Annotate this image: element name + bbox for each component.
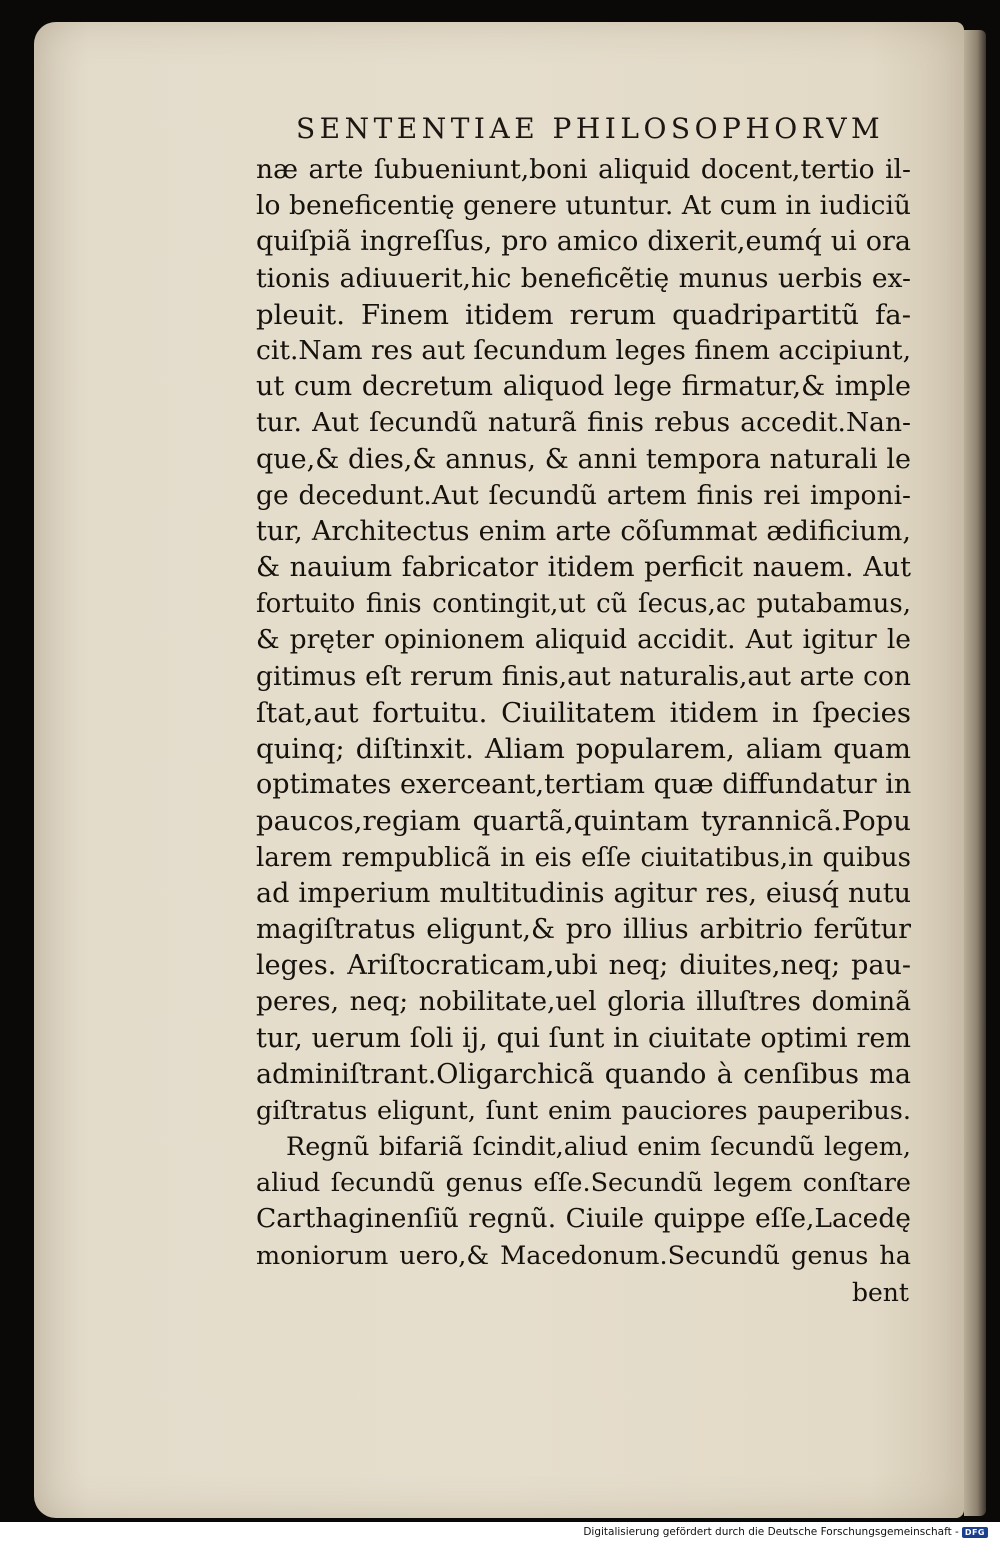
text-line: ad imperium multitudinis agitur res, eiusq́ nutu bbox=[256, 877, 911, 909]
text-line: & pręter opinionem aliquid accidit. Aut igitur le bbox=[256, 624, 911, 656]
text-line: leges. Ariſtocraticam,ubi neq; diuites,neq; pau- bbox=[256, 950, 911, 982]
text-line: & nauium fabricator itidem perficit nauem. Aut bbox=[256, 552, 911, 584]
text-line: adminiſtrant.Oligarchicã quando à cenſibus ma bbox=[256, 1058, 911, 1090]
page-edge bbox=[964, 30, 986, 1516]
text-line: larem rempublicã in eis eſſe ciuitatibus,in quibus bbox=[256, 842, 911, 873]
text-line: giſtratus eligunt, ſunt enim pauciores pauperibus. bbox=[256, 1095, 911, 1126]
text-line: moniorum uero,& Macedonum.Secundũ genus ha bbox=[256, 1240, 911, 1271]
credit-text: Digitalisierung gefördert durch die Deutsche Forschungsgemeinschaft - bbox=[583, 1526, 959, 1538]
text-line: cit.Nam res aut ſecundum leges finem accipiunt, bbox=[256, 334, 911, 366]
text-line: peres, neq; nobilitate,uel gloria illuſtres dominã bbox=[256, 986, 911, 1018]
running-head: SENTENTIAE PHILOSOPHORVM bbox=[296, 112, 885, 145]
text-line: quinq; diſtinxit. Aliam popularem, aliam quam bbox=[256, 733, 911, 765]
text-line: lo beneficentię genere utuntur. At cum in iudiciũ bbox=[256, 190, 911, 222]
digitization-credit bbox=[583, 1526, 988, 1538]
text-line: tur, uerum ſoli ij, qui ſunt in ciuitate optimi rem bbox=[256, 1022, 911, 1054]
text-line: magiſtratus eligunt,& pro illius arbitrio ferũtur bbox=[256, 913, 911, 945]
text-line: que,& dies,& annus, & anni tempora naturali le bbox=[256, 443, 911, 475]
dfg-logo-icon: DFG bbox=[962, 1527, 988, 1538]
text-line: aliud ſecundũ genus eſſe.Secundũ legem conſtare bbox=[256, 1168, 911, 1199]
text-line: paucos,regiam quartã,quintam tyrannicã.Popu bbox=[256, 805, 911, 838]
text-line: ut cum decretum aliquod lege firmatur,& imple bbox=[256, 371, 911, 403]
text-line: quiſpiã ingreſſus, pro amico dixerit,eumq́ ui ora bbox=[256, 226, 911, 258]
catchword: bent bbox=[852, 1278, 909, 1307]
text-line: Carthaginenſiũ regnũ. Ciuile quippe eſſe,Lacedę bbox=[256, 1203, 911, 1235]
text-line: tur. Aut ſecundũ naturã finis rebus accedit.Nan- bbox=[256, 407, 911, 439]
text-line: tionis adiuuerit,hic beneficẽtię munus uerbis ex- bbox=[256, 262, 911, 294]
text-line: optimates exerceant,tertiam quæ diffundatur in bbox=[256, 769, 911, 801]
text-line: tur, Architectus enim arte cõſummat ædificium, bbox=[256, 515, 911, 547]
text-line: fortuito finis contingit,ut cũ ſecus,ac putabamus, bbox=[256, 589, 911, 620]
text-line: ge decedunt.Aut ſecundũ artem finis rei imponi- bbox=[256, 479, 911, 511]
text-line: pleuit. Finem itidem rerum quadripartitũ fa- bbox=[256, 298, 911, 331]
body-text bbox=[256, 152, 911, 1274]
text-line: næ arte ſubueniunt,boni aliquid docent,tertio il- bbox=[256, 154, 911, 185]
text-line: Regnũ bifariã ſcindit,aliud enim ſecundũ legem, bbox=[286, 1132, 911, 1163]
text-line: ſtat,aut fortuitu. Ciuilitatem itidem in ſpecies bbox=[256, 696, 911, 729]
text-line: gitimus eſt rerum finis,aut naturalis,aut arte con bbox=[256, 660, 911, 692]
